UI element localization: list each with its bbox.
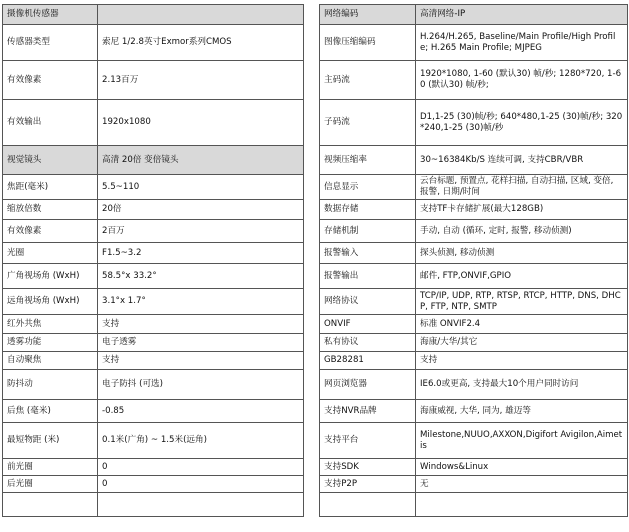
spec-value: 支持 [98,315,304,334]
spec-value: 海康威视, 大华, 同为, 雄迈等 [416,400,628,423]
spec-row [320,423,628,459]
spec-label: 视觉镜头 [3,146,98,175]
spec-value: 高清 20倍 变倍镜头 [98,146,304,175]
spec-row [3,459,304,476]
camera-spec-table-left [2,4,304,517]
spec-row [320,175,628,200]
spec-row [3,200,304,220]
spec-value [98,5,304,25]
spec-label [320,493,416,517]
spec-value: 58.5°x 33.2° [98,264,304,289]
spec-label: 焦距(毫米) [3,175,98,200]
spec-value: Windows&Linux [416,459,628,476]
spec-row [3,175,304,200]
spec-row [3,476,304,493]
spec-value: H.264/H.265, Baseline/Main Profile/High Profile; H.265 Main Profile; MJPEG [416,25,628,61]
spec-label: 子码流 [320,100,416,146]
spec-value: 探头侦测, 移动侦测 [416,243,628,264]
spec-row [320,370,628,400]
spec-label: 支持NVR品牌 [320,400,416,423]
spec-value: -0.85 [98,400,304,423]
spec-value: F1.5~3.2 [98,243,304,264]
spec-value: 支持 [416,352,628,370]
spec-row [3,264,304,289]
spec-row [3,289,304,315]
spec-label: 支持平台 [320,423,416,459]
spec-row [320,400,628,423]
spec-row [3,25,304,61]
spec-value: 海康/大华/其它 [416,334,628,352]
spec-label: 主码流 [320,61,416,100]
spec-value: 电子透雾 [98,334,304,352]
spec-label: 有效像素 [3,61,98,100]
section-header-row [3,146,304,175]
spec-value: 高清网络-IP [416,5,628,25]
spec-label: 报警输入 [320,243,416,264]
spec-label: 远角视场角 (WxH) [3,289,98,315]
spec-label: 前光圈 [3,459,98,476]
spec-value [416,493,628,517]
spec-label: 网页浏览器 [320,370,416,400]
spec-row [3,334,304,352]
spec-label: 图像压缩编码 [320,25,416,61]
spec-value: 无 [416,476,628,493]
spec-value: 2百万 [98,220,304,243]
spec-row [320,25,628,61]
spec-row [320,315,628,334]
spec-label: 报警输出 [320,264,416,289]
spec-label: 支持SDK [320,459,416,476]
spec-row [3,61,304,100]
spec-value: 手动, 自动 (循环, 定时, 报警, 移动侦测) [416,220,628,243]
spec-label: 透雾功能 [3,334,98,352]
spec-label: 传感器类型 [3,25,98,61]
spec-label [3,493,98,517]
spec-label: 光圈 [3,243,98,264]
spec-row [320,100,628,146]
spec-value: 1920x1080 [98,100,304,146]
spec-row [320,493,628,517]
spec-value: IE6.0或更高, 支持最大10个用户同时访问 [416,370,628,400]
spec-value [98,493,304,517]
spec-label: GB28281 [320,352,416,370]
spec-row [3,243,304,264]
spec-value: 邮件, FTP,ONVIF,GPIO [416,264,628,289]
spec-label: 网络编码 [320,5,416,25]
spec-row [3,100,304,146]
spec-row [320,289,628,315]
spec-value: 支持 [98,352,304,370]
spec-row [3,493,304,517]
spec-value: D1,1-25 (30)帧/秒; 640*480,1-25 (30)帧/秒; 320*240,1-25 (30)帧/秒 [416,100,628,146]
spec-label: 支持P2P [320,476,416,493]
spec-label: 红外共焦 [3,315,98,334]
spec-label: 后焦 (毫米) [3,400,98,423]
spec-value: 5.5~110 [98,175,304,200]
spec-label: 网络协议 [320,289,416,315]
spec-row [320,334,628,352]
section-header-row [320,5,628,25]
spec-value: 30~16384Kb/S 连续可调, 支持CBR/VBR [416,146,628,175]
spec-label: 自动聚焦 [3,352,98,370]
spec-label: 缩放倍数 [3,200,98,220]
spec-label: 有效像素 [3,220,98,243]
spec-row [320,352,628,370]
spec-label: 存储机制 [320,220,416,243]
spec-row [320,264,628,289]
spec-row [320,146,628,175]
spec-label: 后光圈 [3,476,98,493]
spec-row [3,423,304,459]
spec-value: 支持TF卡存储扩展(最大128GB) [416,200,628,220]
spec-label: ONVIF [320,315,416,334]
spec-row [320,200,628,220]
spec-label: 有效输出 [3,100,98,146]
spec-value: 0 [98,476,304,493]
spec-label: 视频压缩率 [320,146,416,175]
spec-label: 私有协议 [320,334,416,352]
spec-value: 3.1°x 1.7° [98,289,304,315]
spec-row [3,400,304,423]
spec-row [320,459,628,476]
spec-value: 20倍 [98,200,304,220]
spec-value: Milestone,NUUO,AXXON,Digifort Avigilon,Aimetis [416,423,628,459]
spec-label: 数据存储 [320,200,416,220]
spec-value: 索尼 1/2.8英寸Exmor系列CMOS [98,25,304,61]
spec-row [3,352,304,370]
spec-row [320,476,628,493]
spec-label: 最短物距 (米) [3,423,98,459]
spec-row [3,315,304,334]
spec-value: 0.1米(广角) ~ 1.5米(远角) [98,423,304,459]
spec-label: 广角视场角 (WxH) [3,264,98,289]
spec-row [3,370,304,400]
spec-value: 2.13百万 [98,61,304,100]
spec-row [320,243,628,264]
section-header-row [3,5,304,25]
spec-value: TCP/IP, UDP, RTP, RTSP, RTCP, HTTP, DNS, DHCP, FTP, NTP, SMTP [416,289,628,315]
spec-label: 信息显示 [320,175,416,200]
spec-value: 0 [98,459,304,476]
spec-value: 电子防抖 (可选) [98,370,304,400]
spec-value: 1920*1080, 1-60 (默认30) 帧/秒; 1280*720, 1-60 (默认30) 帧/秒; [416,61,628,100]
network-spec-table-right [319,4,628,517]
spec-label: 摄像机传感器 [3,5,98,25]
spec-value: 云台标题, 预置点, 花样扫描, 自动扫描, 区域, 变倍, 报警, 日期/时间 [416,175,628,200]
spec-label: 防抖动 [3,370,98,400]
spec-row [320,220,628,243]
spec-value: 标准 ONVIF2.4 [416,315,628,334]
spec-row [3,220,304,243]
spec-row [320,61,628,100]
